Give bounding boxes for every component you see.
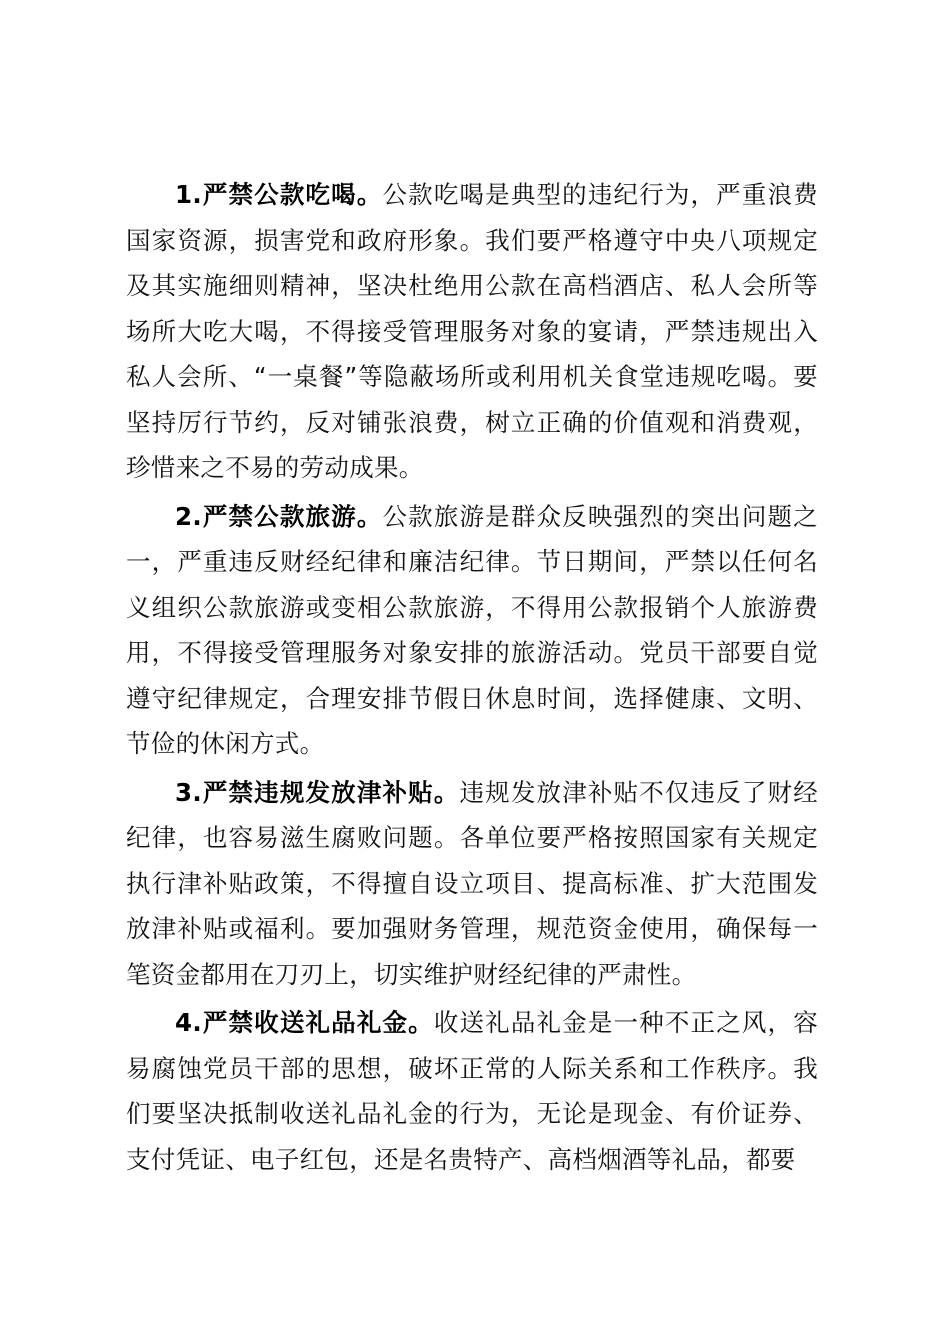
paragraph-text: 公款旅游是群众反映强烈的突出问题之一，严重违反财经纪律和廉洁纪律。节日期间，严禁以任何名义组织公款旅游或变相公款旅游，不得用公款报销个人旅游费用，不得接受管理服务对象安排的旅游活动。党员干部要自觉遵守纪律规定，合理安排节假日休息时间，选择健康、文明、节俭的休闲方式。 <box>126 501 818 758</box>
paragraph-allowances <box>126 770 818 998</box>
paragraph-public-funds-travel <box>126 494 818 767</box>
paragraph-text: 公款吃喝是典型的违纪行为，严重浪费国家资源，损害党和政府形象。我们要严格遵守中央八项规定及其实施细则精神，坚决杜绝用公款在高档酒店、私人会所等场所大吃大喝，不得接受管理服务对象的宴请，严禁违规出入私人会所、“一桌餐”等隐蔽场所或利用机关食堂违规吃喝。要坚持厉行节约，反对铺张浪费，树立正确的价值观和消费观，珍惜来之不易的劳动成果。 <box>126 180 818 482</box>
paragraph-text: 收送礼品礼金是一种不正之风，容易腐蚀党员干部的思想，破坏正常的人际关系和工作秩序。我们要坚决抵制收送礼品礼金的行为，无论是现金、有价证券、支付凭证、电子红包，还是名贵特产、高档烟酒等礼品，都要 <box>126 1008 819 1174</box>
paragraph-text: 违规发放津补贴不仅违反了财经纪律，也容易滋生腐败问题。各单位要严格按照国家有关规定执行津补贴政策，不得擅自设立项目、提高标准、扩大范围发放津补贴或福利。要加强财务管理，规范资金使用，确保每一笔资金都用在刀刃上，切实维护财经纪律的严肃性。 <box>126 777 819 989</box>
paragraph-heading: 3.严禁违规发放津补贴。 <box>175 777 460 807</box>
paragraph-heading: 4.严禁收送礼品礼金。 <box>175 1008 434 1037</box>
document-body <box>126 172 818 1185</box>
paragraph-heading: 1.严禁公款吃喝。 <box>175 180 383 209</box>
paragraph-gifts <box>126 1000 818 1182</box>
paragraph-public-funds-dining <box>126 172 818 491</box>
paragraph-heading: 2.严禁公款旅游。 <box>175 501 383 531</box>
